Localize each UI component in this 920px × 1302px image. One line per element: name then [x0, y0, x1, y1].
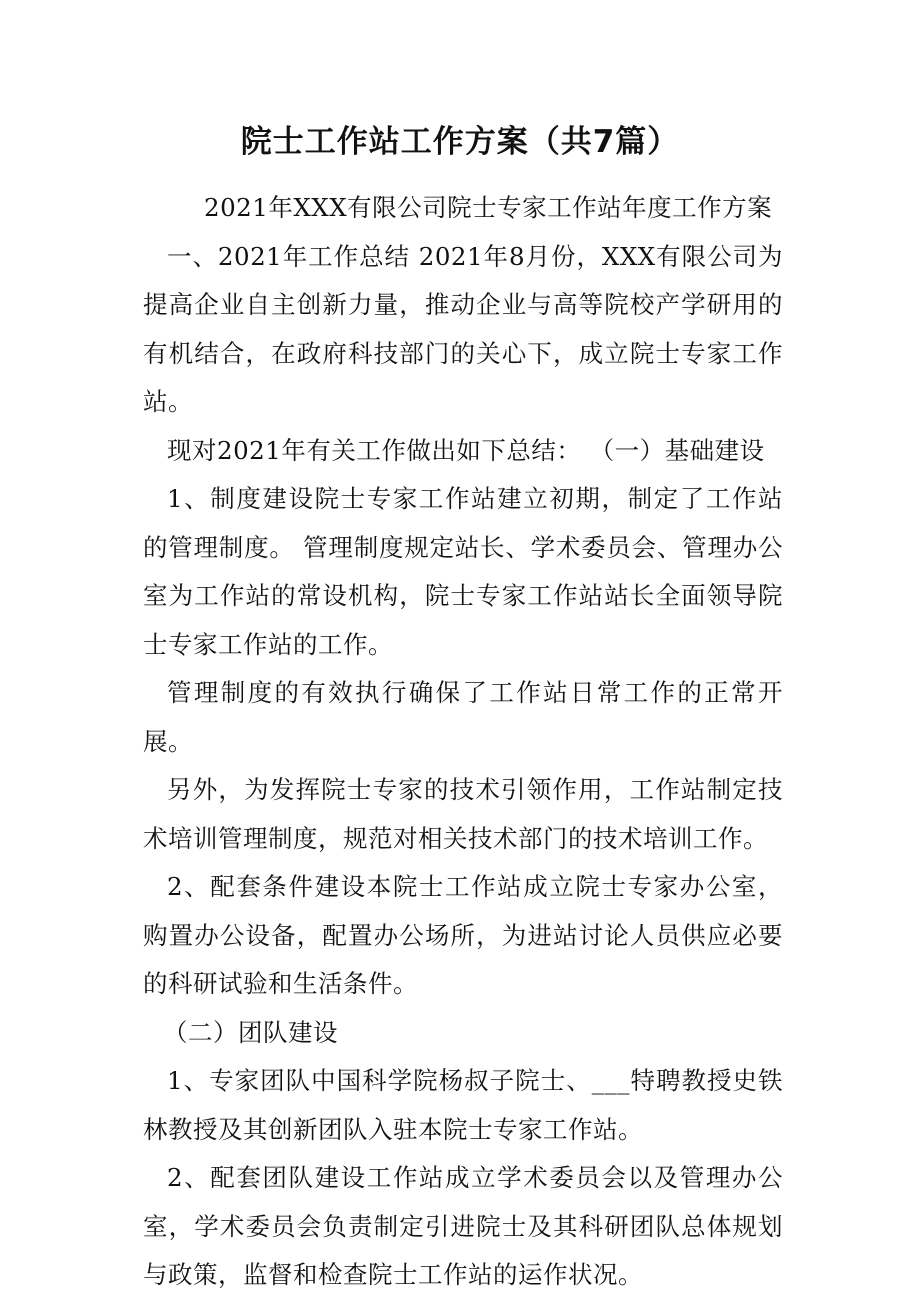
paragraph-expert-team: 1、专家团队中国科学院杨叔子院士、___特聘教授史铁林教授及其创新团队入驻本院士专家工作站。 — [143, 1066, 783, 1144]
paragraph-system-execution: 管理制度的有效执行确保了工作站日常工作的正常开展。 — [143, 678, 783, 756]
paragraph-subtitle: 2021年XXX有限公司院士专家工作站年度工作方案 — [204, 193, 773, 222]
paragraph-system-building: 1、制度建设院士专家工作站建立初期，制定了工作站的管理制度。 管理制度规定站长、学术委员会、管理办公室为工作站的常设机构，院士专家工作站站长全面领导院士专家工作站的工作。 — [143, 484, 783, 659]
document-body — [143, 184, 783, 1300]
paragraph-facility-building: 2、配套条件建设本院士工作站成立院士专家办公室，购置办公设备，配置办公场所，为进站讨论人员供应必要的科研试验和生活条件。 — [143, 872, 783, 998]
section-heading-team: （二）团队建设 — [163, 1017, 338, 1047]
paragraph-support-team: 2、配套团队建设工作站成立学术委员会以及管理办公室，学术委员会负责制定引进院士及其科研团队总体规划与政策，监督和检查院士工作站的运作状况。 — [143, 1163, 783, 1289]
document-title: 院士工作站工作方案（共7篇） — [240, 124, 680, 160]
paragraph-training-system: 另外，为发挥院士专家的技术引领作用，工作站制定技术培训管理制度，规范对相关技术部门的技术培训工作。 — [143, 775, 783, 853]
paragraph-summary-lead: 现对2021年有关工作做出如下总结： （一）基础建设 — [167, 435, 765, 465]
paragraph-summary-intro: 一、2021年工作总结 2021年8月份，XXX有限公司为提高企业自主创新力量，推动企业与高等院校产学研用的有机结合，在政府科技部门的关心下，成立院士专家工作站。 — [143, 241, 783, 416]
